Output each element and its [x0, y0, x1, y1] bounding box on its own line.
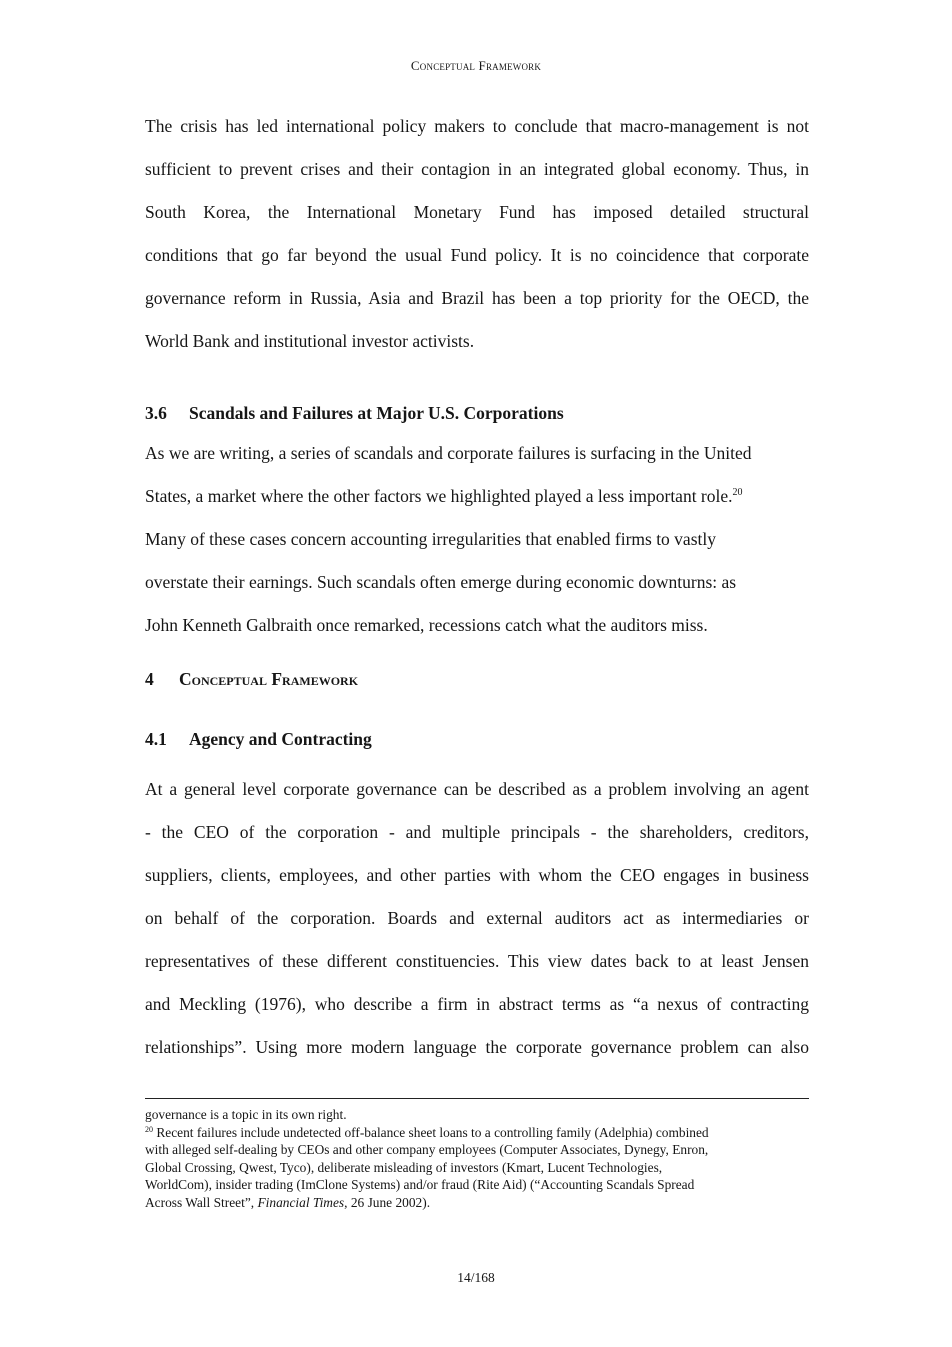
- footnote-separator: [145, 1098, 809, 1099]
- text-line: suppliers, clients, employees, and other parties with whom the CEO engages in business: [145, 865, 809, 885]
- section-heading-3-6: [145, 403, 564, 424]
- footnotes: [145, 1106, 809, 1211]
- text-line: governance reform in Russia, Asia and Brazil has been a top priority for the OECD, the: [145, 288, 809, 308]
- text-line: South Korea, the International Monetary Fund has imposed detailed structural: [145, 202, 809, 222]
- section-title: Conceptual Framework: [179, 669, 359, 689]
- text-line: Many of these cases concern accounting irregularities that enabled firms to vastly: [145, 529, 716, 549]
- text-line: conditions that go far beyond the usual Fund policy. It is no coincidence that corporate: [145, 245, 809, 265]
- text-line: relationships”. Using more modern language the corporate governance problem can also: [145, 1037, 809, 1057]
- text-line: overstate their earnings. Such scandals often emerge during economic downturns: as: [145, 572, 737, 592]
- text-line: The crisis has led international policy makers to conclude that macro-management is not: [145, 116, 809, 136]
- text-line: on behalf of the corporation. Boards and external auditors act as intermediaries or: [145, 908, 809, 928]
- footnote-text: Recent failures include undetected off-balance sheet loans to a controlling family (Adelphia) combined: [153, 1124, 709, 1140]
- text-line: and Meckling (1976), who describe a firm in abstract terms as “a nexus of contracting: [145, 994, 809, 1014]
- footnote-marker: 20: [145, 1124, 153, 1134]
- text-line: sufficient to prevent crises and their contagion in an integrated global economy. Thus, in: [145, 159, 809, 179]
- section-title: Scandals and Failures at Major U.S. Corporations: [189, 403, 564, 423]
- text-line: At a general level corporate governance can be described as a problem involving an agent: [145, 779, 809, 799]
- section-title: Agency and Contracting: [189, 729, 372, 749]
- text-line: John Kenneth Galbraith once remarked, recessions catch what the auditors miss.: [145, 615, 708, 635]
- text-line: As we are writing, a series of scandals and corporate failures is surfacing in the United: [145, 443, 752, 463]
- section-heading-4: [145, 669, 358, 690]
- section-number: 3.6: [145, 403, 167, 423]
- section-heading-4-1: [145, 729, 372, 750]
- paragraph-crisis: [145, 105, 809, 363]
- text-line: - the CEO of the corporation - and multiple principals - the shareholders, creditors,: [145, 822, 809, 842]
- footnote-20-line: [145, 1124, 809, 1142]
- text-line: States, a market where the other factors we highlighted played a less important role.: [145, 486, 733, 506]
- footnote-20-line: WorldCom), insider trading (ImClone Systems) and/or fraud (Rite Aid) (“Accounting Scandals Spread: [145, 1177, 695, 1192]
- footnote-source-title: Financial Times: [257, 1194, 345, 1210]
- running-header: Conceptual Framework: [410, 58, 542, 73]
- page-number: 14/168: [457, 1270, 495, 1285]
- paragraph-scandals: [145, 432, 809, 647]
- footnote-20-line: with alleged self-dealing by CEOs and other company employees (Computer Associates, Dynegy, Enron,: [145, 1142, 709, 1157]
- footnote-20-line: Global Crossing, Qwest, Tyco), deliberate misleading of investors (Kmart, Lucent Technologies,: [145, 1159, 663, 1175]
- text-line-with-footnote: [145, 475, 809, 518]
- footnote-text: Across Wall Street”,: [145, 1194, 258, 1210]
- paragraph-agency: [145, 768, 809, 1069]
- section-number: 4.1: [145, 729, 167, 749]
- text-line: World Bank and institutional investor activists.: [145, 331, 475, 351]
- footnote-20-line: [145, 1194, 809, 1212]
- footnote-continued: governance is a topic in its own right.: [145, 1107, 347, 1122]
- footnote-text: , 26 June 2002).: [344, 1194, 431, 1210]
- footnote-reference[interactable]: 20: [732, 487, 743, 498]
- text-line: representatives of these different constituencies. This view dates back to at least Jensen: [145, 951, 809, 971]
- section-number: 4: [145, 669, 154, 689]
